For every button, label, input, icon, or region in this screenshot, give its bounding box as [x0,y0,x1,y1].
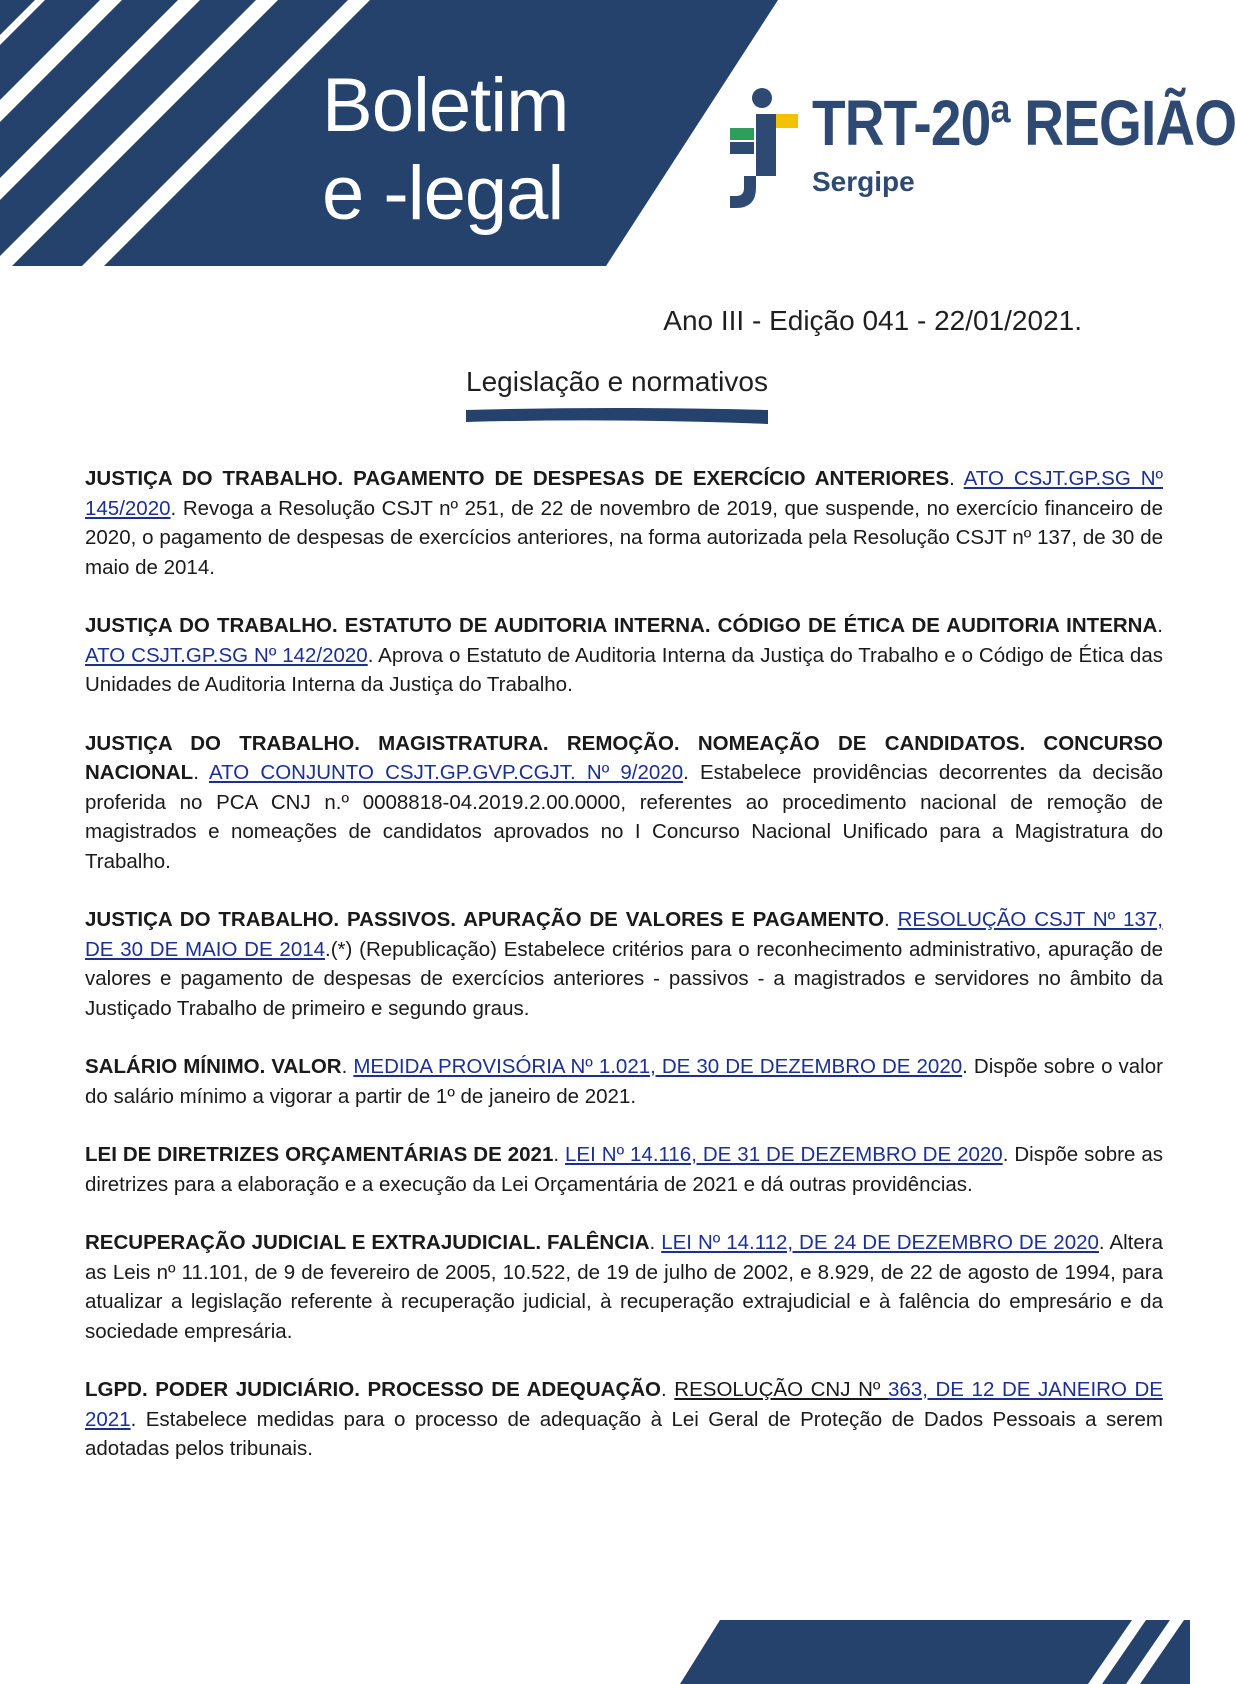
item-heading: RECUPERAÇÃO JUDICIAL E EXTRAJUDICIAL. FALÊNCIA [85,1231,650,1254]
edition-info: Ano III - Edição 041 - 22/01/2021. [663,305,1082,336]
item-link[interactable]: LEI Nº 14.116, DE 31 DE DEZEMBRO DE 2020 [565,1143,1003,1166]
item-heading: LGPD. PODER JUDICIÁRIO. PROCESSO DE ADEQUAÇÃO [85,1378,661,1401]
legislation-item: JUSTIÇA DO TRABALHO. MAGISTRATURA. REMOÇÃO. NOMEAÇÃO DE CANDIDATOS. CONCURSO NACIONAL. ATO CONJUNTO CSJT.GP.GVP.CGJT. Nº 9/2020. Estabelece providências decorrentes da decisão proferida no PCA CNJ n.º 0008818-04.2019.2.00.0000, referentes ao procedimento nacional de remoção de magistrados e nomeações de candidatos aprovados no I Concurso Nacional Unificado para a Magistratura do Trabalho. [85,731,1163,873]
bulletin-title-line1: Boletim [322,63,569,148]
section-title: Legislação e normativos [466,366,768,397]
item-link[interactable]: RESOLUÇÃO CSJT Nº 137, DE 30 DE MAIO DE 2014 [85,908,1163,961]
item-heading: LEI DE DIRETRIZES ORÇAMENTÁRIAS DE 2021 [85,1143,554,1166]
trt-figure-icon [726,84,806,214]
section-underline [464,406,770,426]
bulletin-title [322,62,622,238]
item-link[interactable]: MEDIDA PROVISÓRIA Nº 1.021, DE 30 DE DEZEMBRO DE 2020 [353,1055,963,1078]
item-body: . Estabelece medidas para o processo de adequação à Lei Geral de Proteção de Dados Pessoais a serem adotadas pelos tribunais. [85,1407,1163,1460]
legislation-item: JUSTIÇA DO TRABALHO. PAGAMENTO DE DESPESAS DE EXERCÍCIO ANTERIORES. ATO CSJT.GP.SG Nº 145/2020. Revoga a Resolução CSJT nº 251, de 22 de novembro de 2019, que suspende, no exercício financeiro de 2020, o pagamento de despesas de exercícios anteriores, na forma autorizada pela Resolução CSJT nº 137, de 30 de maio de 2014. [85,467,1164,579]
item-link[interactable]: ATO CSJT.GP.SG Nº 142/2020 [85,643,368,667]
item-body: . Dispõe sobre o valor do salário mínimo a vigorar a partir de 1º de janeiro de 2021. [85,1055,1163,1108]
item-link[interactable]: ATO CSJT.GP.SG Nº 145/2020 [85,467,1164,520]
item-link[interactable]: ATO CONJUNTO CSJT.GP.GVP.CGJT. Nº 9/2020 [208,761,684,784]
item-heading: JUSTIÇA DO TRABALHO. PASSIVOS. APURAÇÃO DE VALORES E PAGAMENTO [85,908,885,931]
item-heading: SALÁRIO MÍNIMO. VALOR [85,1055,342,1078]
bulletin-title-line2: e -legal [322,151,564,236]
legislation-item: JUSTIÇA DO TRABALHO. ESTATUTO DE AUDITORIA INTERNA. CÓDIGO DE ÉTICA DE AUDITORIA INTERNA. ATO CSJT.GP.SG Nº 142/2020. Aprova o Estatuto de Auditoria Interna da Justiça do Trabalho e o Código de Ética das Unidades de Auditoria Interna da Justiça do Trabalho. [85,614,1163,696]
item-body: . Estabelece providências decorrentes da decisão proferida no PCA CNJ n.º 0008818-04.2019.2.00.0000, referentes ao procedimento nacional de remoção de magistrados e nomeações de candidatos aprovados no I Concurso Nacional Unificado para a Magistratura do Trabalho. [85,761,1163,873]
item-body: . Dispõe sobre as diretrizes para a elaboração e a execução da Lei Orçamentária de 2021 e dá outras providências. [85,1143,1164,1196]
legislation-item: RECUPERAÇÃO JUDICIAL E EXTRAJUDICIAL. FALÊNCIA. LEI Nº 14.112, DE 24 DE DEZEMBRO DE 2020. Altera as Leis nº 11.101, de 9 de fevereiro de 2005, 10.522, de 19 de julho de 2002, e 8.929, de 22 de agosto de 1994, para atualizar a legislação referente à recuperação judicial, à recuperação extrajudicial e à falência do empresário e da sociedade empresária. [85,1231,1164,1343]
item-body: .(*) (Republicação) Estabelece critérios para o reconhecimento administrativo, apuração de valores e pagamento de despesas de exercícios anteriores - passivos - a magistrados e servidores no âmbito da Justiçado Trabalho de primeiro e segundo graus. [85,937,1163,1020]
footer-stripe [680,1620,1190,1684]
item-body: . Revoga a Resolução CSJT nº 251, de 22 de novembro de 2019, que suspende, no exercício financeiro de 2020, o pagamento de despesas de exercícios anteriores, na forma autorizada pela Resolução CSJT nº 137, de 30 de maio de 2014. [85,496,1163,579]
item-link[interactable]: RESOLUÇÃO CNJ Nº [674,1378,888,1401]
legislation-item: LEI DE DIRETRIZES ORÇAMENTÁRIAS DE 2021. LEI Nº 14.116, DE 31 DE DEZEMBRO DE 2020. Dispõe sobre as diretrizes para a elaboração e a execução da Lei Orçamentária de 2021 e dá outras providências. [85,1143,1164,1196]
item-heading: JUSTIÇA DO TRABALHO. ESTATUTO DE AUDITORIA INTERNA. CÓDIGO DE ÉTICA DE AUDITORIA INTERNA [85,614,1158,637]
item-link[interactable]: 363, DE 12 DE JANEIRO DE 2021 [85,1378,1163,1431]
item-body: . Aprova o Estatuto de Auditoria Interna da Justiça do Trabalho e o Código de Ética das Unidades de Auditoria Interna da Justiça do Trabalho. [85,643,1163,696]
item-link[interactable]: LEI Nº 14.112, DE 24 DE DEZEMBRO DE 2020 [661,1231,1099,1254]
trt-logo [726,84,1236,214]
item-body: . Altera as Leis nº 11.101, de 9 de fevereiro de 2005, 10.522, de 19 de julho de 2002, e 8.929, de 22 de agosto de 1994, para atualizar a legislação referente à recuperação judicial, à recuperação extrajudicial e à falência do empresário e da sociedade empresária. [85,1231,1164,1343]
legislation-item: JUSTIÇA DO TRABALHO. PASSIVOS. APURAÇÃO DE VALORES E PAGAMENTO. RESOLUÇÃO CSJT Nº 137, DE 30 DE MAIO DE 2014.(*) (Republicação) Estabelece critérios para o reconhecimento administrativo, apuração de valores e pagamento de despesas de exercícios anteriores - passivos - a magistrados e servidores no âmbito da Justiçado Trabalho de primeiro e segundo graus. [85,908,1163,1020]
item-heading: JUSTIÇA DO TRABALHO. MAGISTRATURA. REMOÇÃO. NOMEAÇÃO DE CANDIDATOS. CONCURSO NACIONAL [85,731,1163,784]
legislation-item: SALÁRIO MÍNIMO. VALOR. MEDIDA PROVISÓRIA Nº 1.021, DE 30 DE DEZEMBRO DE 2020. Dispõe sobre o valor do salário mínimo a vigorar a partir de 1º de janeiro de 2021. [85,1055,1163,1108]
logo-subtitle: Sergipe [812,166,915,197]
legislation-list [85,464,1163,1493]
legislation-item: LGPD. PODER JUDICIÁRIO. PROCESSO DE ADEQUAÇÃO. RESOLUÇÃO CNJ Nº 363, DE 12 DE JANEIRO DE 2021. Estabelece medidas para o processo de adequação à Lei Geral de Proteção de Dados Pessoais a serem adotadas pelos tribunais. [85,1378,1163,1460]
logo-name: TRT-20ª REGIÃO [812,87,1236,159]
item-heading: JUSTIÇA DO TRABALHO. PAGAMENTO DE DESPESAS DE EXERCÍCIO ANTERIORES [85,467,950,490]
